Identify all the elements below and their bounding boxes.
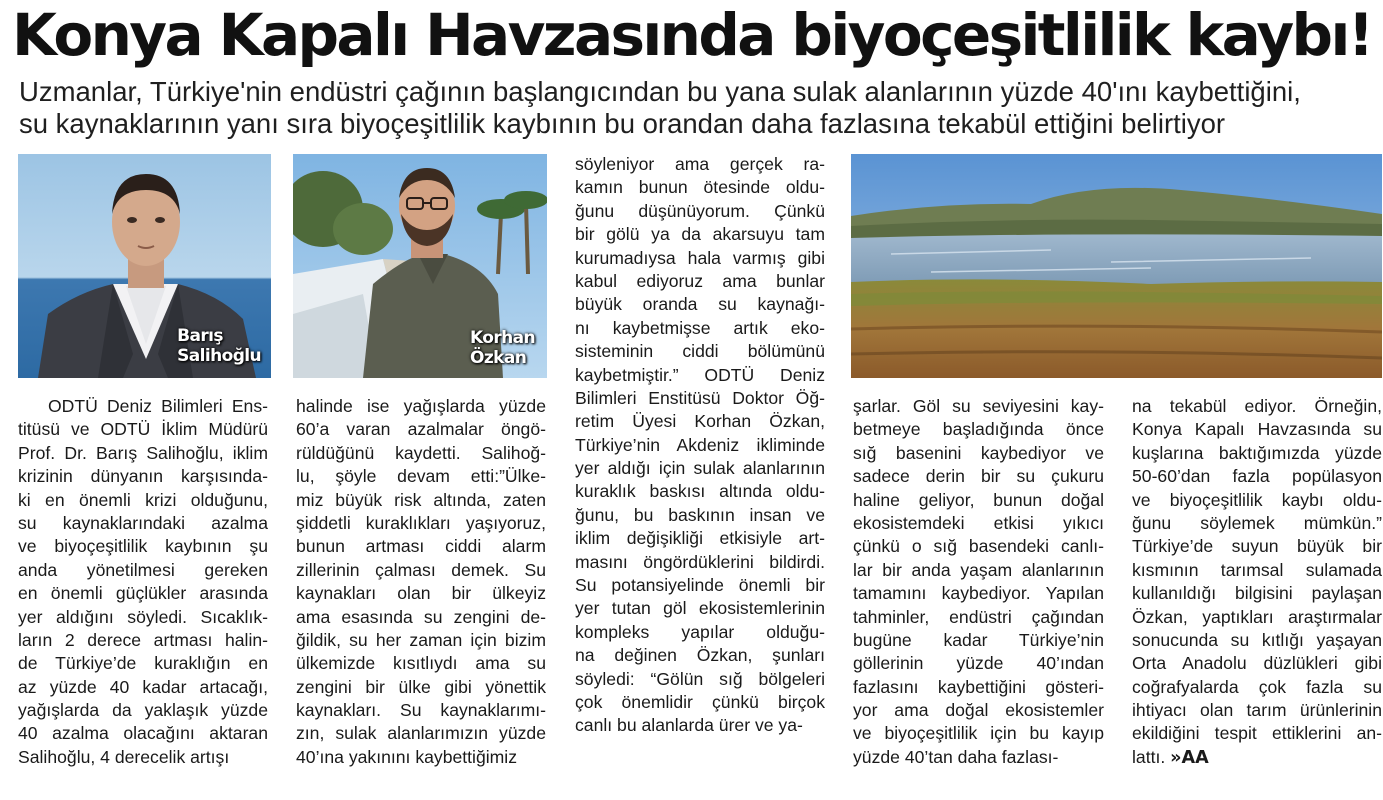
article-line: haline geliyor, bunun doğal: [853, 489, 1104, 510]
caption-line: Barış: [177, 326, 223, 346]
article-column-4: [853, 395, 1104, 769]
article-line: en önemli güçlükler arasında: [18, 583, 268, 604]
article-line: Türkiye’nin Akdeniz ikliminde: [575, 434, 825, 455]
article-line: fazlasını kaybettiğini gösteri-: [853, 676, 1104, 697]
article-line: kaynakları. Su kaynaklarımı-: [296, 700, 546, 721]
subheadline: [19, 76, 1379, 140]
article-line: canlı bu alanlarda ürer ve ya-: [575, 715, 803, 736]
article-line: ğunu düşünüyorum. Çünkü: [575, 200, 825, 221]
caption-line: Özkan: [469, 348, 527, 368]
article-line: söyleniyor ama gerçek ra-: [575, 154, 825, 174]
article-line: yer aldığı için sulak alanlarının: [575, 458, 825, 479]
article-line: büyük oranda su kaynağı-: [575, 294, 825, 315]
article-line: sığ basenini kaybediyor ve: [853, 442, 1104, 463]
article-line: kaynakları olan bir ülkeyiz: [296, 583, 546, 604]
article-line: lu, şöyle devam etti:”Ülke-: [296, 466, 546, 487]
article-line: ekildiğini tespit ettiklerini an-: [1132, 723, 1382, 744]
lake-image: [851, 154, 1382, 378]
article-line: ihtiyacı olan tarım ürünlerinin: [1132, 700, 1382, 721]
article-line: anda yönetilmesi gereken: [18, 559, 268, 580]
article-line: ların 2 derece artması halin-: [18, 629, 268, 650]
article-line: rüldüğünü kaydetti. Salihoğ-: [296, 442, 546, 463]
article-line: zengini bir ülke gibi yönettik: [296, 676, 546, 697]
subheadline-line: Uzmanlar, Türkiye'nin endüstri çağının başlangıcından bu yana sulak alanlarının yüzde 40'ını kaybettiğini,: [19, 76, 1301, 107]
article-line: 40 azalma olacağını aktaran: [18, 723, 268, 744]
article-line: zillerinin çalması demek. Su: [296, 559, 546, 580]
article-line: kaybetmiştir.” ODTÜ Deniz: [575, 364, 825, 385]
article-line: bunun artması ciddi alarm: [296, 536, 546, 557]
photo-korhan-ozkan: [293, 154, 547, 378]
article-line: na tekabül ediyor. Örneğin,: [1132, 396, 1382, 416]
article-line: şiddetli kuraklıkları yaşıyoruz,: [296, 512, 546, 533]
article-line: iklim değişikliği etkisiyle art-: [575, 528, 825, 549]
article-line: na değinen Özkan, şunları: [575, 645, 825, 666]
photo-lake-landscape: [851, 154, 1382, 378]
article-line: söyledi: “Gölün sığ bölgeleri: [575, 668, 825, 689]
article-line: Salihoğlu, 4 derecelik artışı: [18, 746, 230, 767]
article-line: ğildik, su her zaman için bizim: [296, 629, 546, 650]
article-line: masını öngördüklerini bildirdi.: [575, 551, 825, 572]
article-line: ve biyoçeşitlilik kaybı oldu-: [1132, 489, 1382, 510]
article-line: kamın bunun ötesinde oldu-: [575, 177, 825, 198]
article-line: retim Üyesi Korhan Özkan,: [575, 411, 825, 432]
article-line: de Türkiye’de kuraklığın en: [18, 653, 268, 674]
article-line: su kaynaklarındaki azalma: [18, 512, 268, 533]
article-line: kurumadıysa hala varmış gibi: [575, 247, 825, 268]
article-last-line: [1132, 746, 1382, 769]
article-line: kuraklık baskısı altında oldu-: [575, 481, 825, 502]
article-line: çünkü o sığ basendeki canlı-: [853, 536, 1104, 557]
article-line: yağışlarda da yaklaşık yüzde: [18, 700, 268, 721]
article-line: miz büyük risk altında, zaten: [296, 489, 546, 510]
article-line: Türkiye’de suyun büyük bir: [1132, 536, 1382, 557]
article-line: kuşlarına baktığımızda yüzde: [1132, 442, 1382, 463]
article-line: Bilimleri Enstitüsü Doktor Öğ-: [575, 387, 825, 408]
subheadline-line: su kaynaklarının yanı sıra biyoçeşitlilik kaybının bu orandan daha fazlasına tekabül ettiğini belirtiyor: [19, 108, 1226, 139]
article-line: yor ama doğal ekosistemler: [853, 700, 1104, 721]
article-line: ekosistemdeki etkisi yıkıcı: [853, 512, 1104, 533]
article-line: sonucunda su kıtlığı yaşayan: [1132, 629, 1382, 650]
article-line: nı kaybetmişse artık eko-: [575, 317, 825, 338]
article-line: çok önemlidir çünkü birçok: [575, 691, 825, 712]
article-line: ve biyoçeşitlilik kaybının şu: [18, 536, 268, 557]
article-line: bugüne kadar Türkiye’nin: [853, 629, 1104, 650]
article-column-2: [296, 395, 546, 769]
article-line: yer tutan göl ekosistemlerinin: [575, 598, 825, 619]
article-line: coğrafyalarda çok fazla su: [1132, 676, 1382, 697]
article-line: ve biyoçeşitlilik için bu kayıp: [853, 723, 1104, 744]
source-tag: »AA: [1170, 747, 1209, 768]
article-line: Prof. Dr. Barış Salihoğlu, iklim: [18, 442, 268, 463]
article-line: ülkemizde kısıtlıydı ama su: [296, 653, 546, 674]
article-line: tahminler, endüstri çağından: [853, 606, 1104, 627]
article-line: ODTÜ Deniz Bilimleri Ens-: [48, 396, 268, 416]
article-line: ki en önemli krizi olduğunu,: [18, 489, 268, 510]
article-line: bir gölü ya da akarsuyu tam: [575, 224, 825, 245]
caption-line: Salihoğlu: [177, 346, 261, 366]
article-line: krizinin dünyanın karşısında-: [18, 466, 268, 487]
article-line: Su potansiyelinde önemli bir: [575, 575, 825, 596]
caption-line: Korhan: [469, 328, 535, 348]
headline: Konya Kapalı Havzasında biyoçeşitlilik kaybı!: [12, 1, 1372, 69]
article-column-3: [575, 153, 825, 738]
article-line: sadece derin bir su çukuru: [853, 466, 1104, 487]
article-line: Özkan, yaptıkları araştırmalar: [1132, 606, 1382, 627]
article-line: tamamını kaybediyor. Yapılan: [853, 583, 1104, 604]
article-line: betmeye başladığında önce: [853, 419, 1104, 440]
article-line: kompleks yapılar olduğu-: [575, 621, 825, 642]
article-column-5: [1132, 395, 1382, 769]
article-line: lar bir anda yaşam alanlarının: [853, 559, 1104, 580]
article-line: kabul ediyoruz ama bunlar: [575, 270, 825, 291]
article-line-text: lattı.: [1132, 746, 1166, 767]
article-line: zın, sulak alanlarımızın yüzde: [296, 723, 546, 744]
article-line: yer aldığını söyledi. Sıcaklık-: [18, 606, 268, 627]
article-line: az yüzde 40 kadar artacağı,: [18, 676, 268, 697]
article-line: Orta Anadolu düzlükleri gibi: [1132, 653, 1382, 674]
article-line: yüzde 40’tan daha fazlası-: [853, 746, 1059, 767]
article-line: Konya Kapalı Havzasında su: [1132, 419, 1382, 440]
article-line: ğunu, bu baskının insan ve: [575, 504, 825, 525]
photo-baris-salihoglu: [18, 154, 271, 378]
article-line: kullanıldığı bilgisini paylaşan: [1132, 583, 1382, 604]
article-line: titüsü ve ODTÜ İklim Müdürü: [18, 419, 268, 440]
article-line: şarlar. Göl su seviyesini kay-: [853, 396, 1104, 416]
article-line: göllerinin yüzde 40’ından: [853, 653, 1104, 674]
article-line: sisteminin ciddi bölümünü: [575, 341, 825, 362]
article-line: kısmının tarımsal sulamada: [1132, 559, 1382, 580]
photo-caption: [177, 326, 261, 366]
article-line: ama esasında su zengini de-: [296, 606, 546, 627]
article-line: 40’ına yakınını kaybettiğimiz: [296, 746, 518, 767]
article-column-1: [18, 395, 268, 769]
article-line: 60’a varan azalmalar öngö-: [296, 419, 546, 440]
article-line: ğunu söylemek mümkün.”: [1132, 512, 1382, 533]
article-line: halinde ise yağışlarda yüzde: [296, 396, 546, 416]
article-line: 50-60’dan fazla popülasyon: [1132, 466, 1382, 487]
photo-caption: [470, 328, 535, 368]
